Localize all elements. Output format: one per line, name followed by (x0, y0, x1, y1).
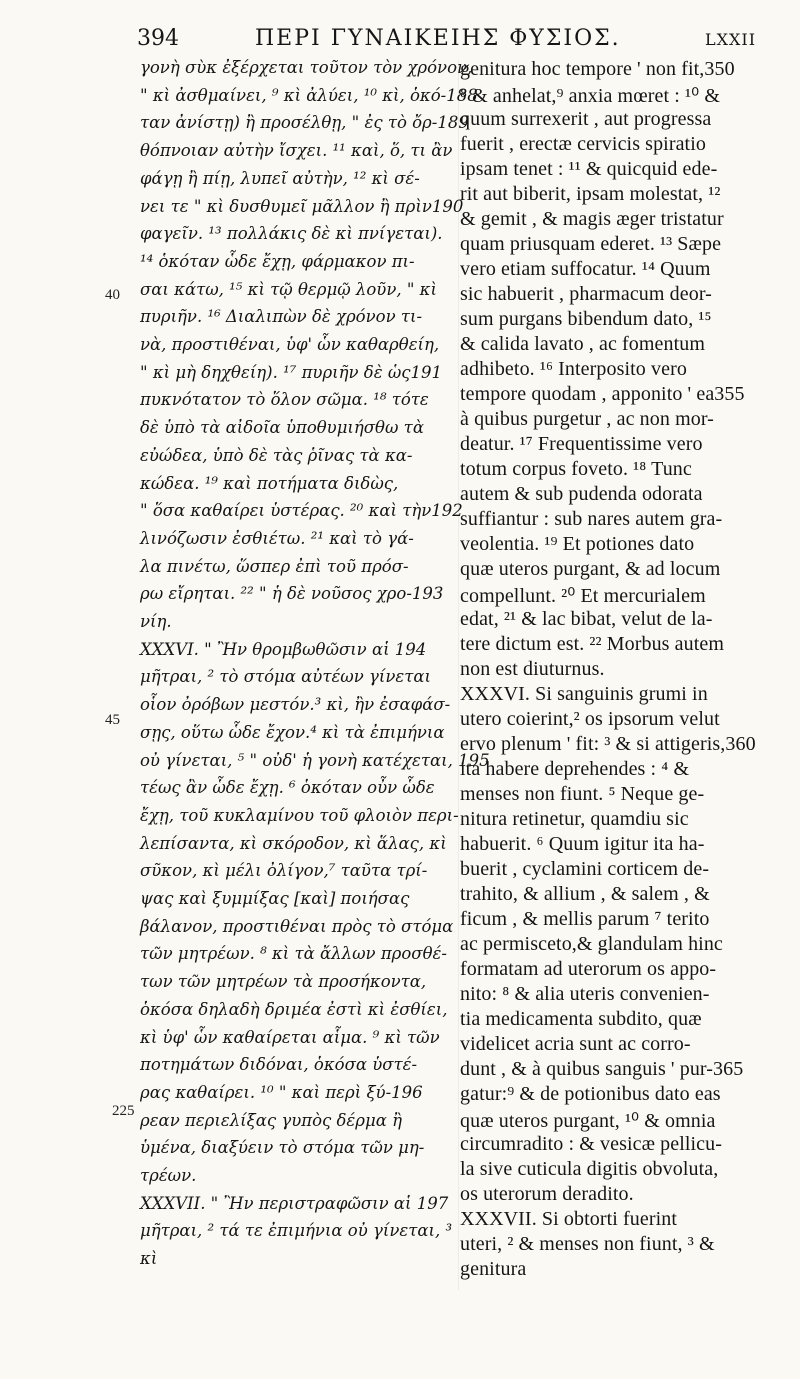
text-line: ὁκόσα δηλαδὴ δριμέα ἐστὶ κὶ ἐσθίει, (140, 999, 448, 1019)
text-line: non est diuturnus. (460, 658, 605, 680)
text-line: la sive cuticula digitis obvoluta, (460, 1158, 719, 1180)
text-line: δὲ ὑπὸ τὰ αἰδοῖα ὑποθυμιήσθω τὰ (140, 418, 424, 438)
text-line: veolentia. ¹⁹ Et potiones dato (460, 533, 695, 555)
text-line: πυριῆν. ¹⁶ Διαλιπὼν δὲ χρόνον τι- (140, 307, 423, 327)
text-line: tere dictum est. ²² Morbus autem (460, 633, 725, 655)
text-line: sic habuerit , pharmacum deor- (460, 283, 712, 305)
text-line: fuerit , erectæ cervicis spiratio (460, 133, 706, 155)
text-line: utero coierint,² os ipsorum velut (460, 708, 720, 730)
text-line: εὐώδεα, ὑπὸ δὲ τὰς ῥῖνας τὰ κα- (140, 445, 413, 465)
text-line: tempore quodam , apponito ' ea355 (460, 383, 745, 405)
text-line: genitura hoc tempore ' non fit,350 (460, 58, 735, 80)
text-line: κὶ (140, 1249, 158, 1269)
text-line: genitura (460, 1258, 527, 1280)
text-line: ὑμένα, διαξύειν τὸ στόμα τῶν μη- (140, 1138, 425, 1158)
text-line: ita habere deprehendes : ⁴ & (460, 758, 690, 780)
text-line: circumradito : & vesicæ pellicu- (460, 1133, 723, 1155)
text-line: totum corpus foveto. ¹⁸ Tunc (460, 458, 692, 480)
text-line: ἔχῃ, τοῦ κυκλαμίνου τοῦ φλοιὸν περι- (140, 805, 459, 825)
text-line: gatur:⁹ & de potionibus dato eas (460, 1083, 721, 1105)
text-line: formatam ad uterorum os appo- (460, 958, 717, 980)
text-line: ac permisceto,& glandulam hinc (460, 933, 723, 955)
margin-line-number: 45 (105, 712, 120, 728)
text-line: τρέων. (140, 1166, 197, 1185)
text-line: à quibus purgetur , ac non mor- (460, 408, 714, 430)
text-line: βάλανον, προστιθέναι πρὸς τὸ στόμα (140, 916, 454, 936)
text-line: & gemit , & magis æger tristatur (460, 208, 724, 230)
text-line: " κὶ μὴ δηχθείη). ¹⁷ πυριῆν δὲ ὡς191 (140, 362, 443, 382)
text-line: tia medicamenta subdito, quæ (460, 1008, 702, 1030)
text-line: vero etiam suffocatur. ¹⁴ Quum (460, 258, 711, 280)
text-line: " ὅσα καθαίρει ὑστέρας. ²⁰ καὶ τὴν192 (140, 501, 463, 521)
text-line: adhibeto. ¹⁶ Interposito vero (460, 358, 687, 380)
text-line: πυκνότατον τὸ ὅλον σῶμα. ¹⁸ τότε (140, 390, 429, 410)
text-line: " κὶ ἀσθμαίνει, ⁹ κὶ ἀλύει, ¹⁰ κὶ, ὁκό-188 (140, 85, 478, 105)
text-line: habuerit. ⁶ Quum igitur ita ha- (460, 833, 705, 855)
text-line: ταν ἀνίστῃ) ἢ προσέλθῃ, " ἐς τὸ ὄρ-189 (140, 113, 469, 133)
text-line: φαγεῖν. ¹³ πολλάκις δὲ κὶ πνίγεται). (140, 224, 443, 244)
text-line: σῃς, οὕτω ὧδε ἔχον.⁴ κὶ τὰ ἐπιμήνια (140, 722, 445, 742)
text-line: λεπίσαντα, κὶ σκόροδον, κὶ ἅλας, κὶ (140, 833, 447, 853)
text-line: quæ uteros purgant, & ad locum (460, 558, 721, 580)
text-line: ¹⁴ ὁκόταν ὧδε ἔχῃ, φάρμακον πι- (140, 251, 415, 271)
text-line: menses non fiunt. ⁵ Neque ge- (460, 783, 705, 805)
page-number: 394 (137, 26, 179, 51)
text-line: compellunt. ²⁰ Et mercurialem (460, 585, 706, 607)
text-line: ρω εἴρηται. ²² " ἡ δὲ νοῦσος χρο-193 (140, 584, 444, 604)
text-line: videlicet acria sunt ac corro- (460, 1033, 691, 1055)
text-line: κώδεα. ¹⁹ καὶ ποτήματα διδὼς, (140, 473, 399, 493)
text-line: XXXVI. " Ἢν θρομβωθῶσιν αἱ 194 (140, 639, 427, 659)
text-line: γονὴ σὺκ ἐξέρχεται τοῦτον τὸν χρόνον, (140, 58, 473, 77)
margin-line-number: 40 (105, 287, 120, 303)
text-line: κὶ ὑφ' ὧν καθαίρεται αἷμα. ⁹ κὶ τῶν (140, 1027, 440, 1047)
signature-mark: LXXII (705, 30, 757, 49)
text-line: quum surrexerit , aut progressa (460, 108, 712, 130)
text-line: quam priusquam ederet. ¹³ Sæpe (460, 233, 722, 255)
text-line: ρεαν περιελίξας γυπὸς δέρμα ἢ (140, 1110, 402, 1130)
text-line: ipsam tenet : ¹¹ & quicquid ede- (460, 158, 718, 180)
text-line: σῦκον, κὶ μέλι ὀλίγον,⁷ ταῦτα τρί- (140, 861, 428, 881)
text-line: uteri, ² & menses non fiunt, ³ & (460, 1233, 715, 1255)
text-line: trahito, & allium , & salem , & (460, 883, 710, 905)
text-line: nitura retinetur, quamdiu sic (460, 808, 689, 830)
text-line: autem & sub pudenda odorata (460, 483, 703, 505)
text-line: ficum , & mellis parum ⁷ terito (460, 908, 710, 930)
text-line: τῶν μητρέων. ⁸ κὶ τὰ ἄλλων προσθέ- (140, 944, 447, 964)
text-line: ποτημάτων διδόναι, ὁκόσα ὑστέ- (140, 1055, 418, 1075)
margin-line-number: 225 (112, 1103, 135, 1119)
text-line: dunt , & à quibus sanguis ' pur-365 (460, 1058, 744, 1080)
text-line: ⁸ & anhelat,⁹ anxia mœret : ¹⁰ & (460, 85, 720, 107)
text-line: νει τε " κὶ δυσθυμεῖ μᾶλλον ἢ πρὶν190 (140, 196, 464, 216)
text-line: οἷον ὀρόβων μεστόν.³ κὶ, ἢν ἐσαφάσ- (140, 695, 451, 715)
text-line: quæ uteros purgant, ¹⁰ & omnia (460, 1110, 716, 1132)
text-line: οὐ γίνεται, ⁵ " οὐδ' ἡ γονὴ κατέχεται, 195 (140, 750, 490, 770)
text-line: νίη. (140, 612, 172, 631)
text-line: ervo plenum ' fit: ³ & si attigeris,360 (460, 733, 756, 755)
text-line: τέως ἂν ὧδε ἔχῃ. ⁶ ὁκόταν οὖν ὧδε (140, 778, 435, 798)
text-line: & calida lavato , ac fomentum (460, 333, 706, 355)
text-line: deatur. ¹⁷ Frequentissime vero (460, 433, 703, 455)
text-line: ψας καὶ ξυμμίξας [καὶ] ποιήσας (140, 889, 410, 908)
text-line: νὰ, προστιθέναι, ὑφ' ὧν καθαρθείη, (140, 335, 440, 354)
text-line: os uterorum deradito. (460, 1183, 634, 1205)
text-line: edat, ²¹ & lac bibat, velut de la- (460, 608, 713, 630)
text-line: λινόζωσιν ἐσθιέτω. ²¹ καὶ τὸ γά- (140, 528, 414, 548)
text-line: φάγῃ ἢ πίῃ, λυπεῖ αὐτὴν, ¹² κὶ σέ- (140, 168, 420, 188)
column-gutter (458, 60, 459, 1290)
text-line: μῆτραι, ² τά τε ἐπιμήνια οὐ γίνεται, ³ (140, 1221, 453, 1241)
text-line: suffiantur : sub nares autem gra- (460, 508, 723, 530)
text-line: των τῶν μητρέων τὰ προσήκοντα, (140, 972, 427, 992)
text-line: sum purgans bibendum dato, ¹⁵ (460, 308, 712, 330)
text-line: rit aut biberit, ipsam molestat, ¹² (460, 183, 721, 205)
text-line: λα πινέτω, ὥσπερ ἐπὶ τοῦ πρόσ- (140, 556, 409, 576)
text-line: nito: ⁸ & alia uteris convenien- (460, 983, 710, 1005)
text-line: XXXVII. " Ἢν περιστραφῶσιν αἱ 197 (140, 1193, 449, 1213)
running-header (0, 26, 800, 56)
text-line: XXXVI. Si sanguinis grumi in (460, 683, 708, 705)
text-line: XXXVII. Si obtorti fuerint (460, 1208, 678, 1230)
text-line: θόπνοιαν αὐτὴν ἴσχει. ¹¹ καὶ, ὅ, τι ἂν (140, 141, 453, 161)
text-line: σαι κάτω, ¹⁵ κὶ τῷ θερμῷ λοῦν, " κὶ (140, 279, 437, 299)
running-title: ΠΕΡΙ ΓΥΝΑΙΚΕΙΗΣ ΦΥΣΙΟΣ. (255, 26, 621, 51)
text-line: μῆτραι, ² τὸ στόμα αὐτέων γίνεται (140, 667, 431, 687)
text-line: ρας καθαίρει. ¹⁰ " καὶ περὶ ξύ-196 (140, 1082, 423, 1102)
text-line: buerit , cyclamini corticem de- (460, 858, 710, 880)
